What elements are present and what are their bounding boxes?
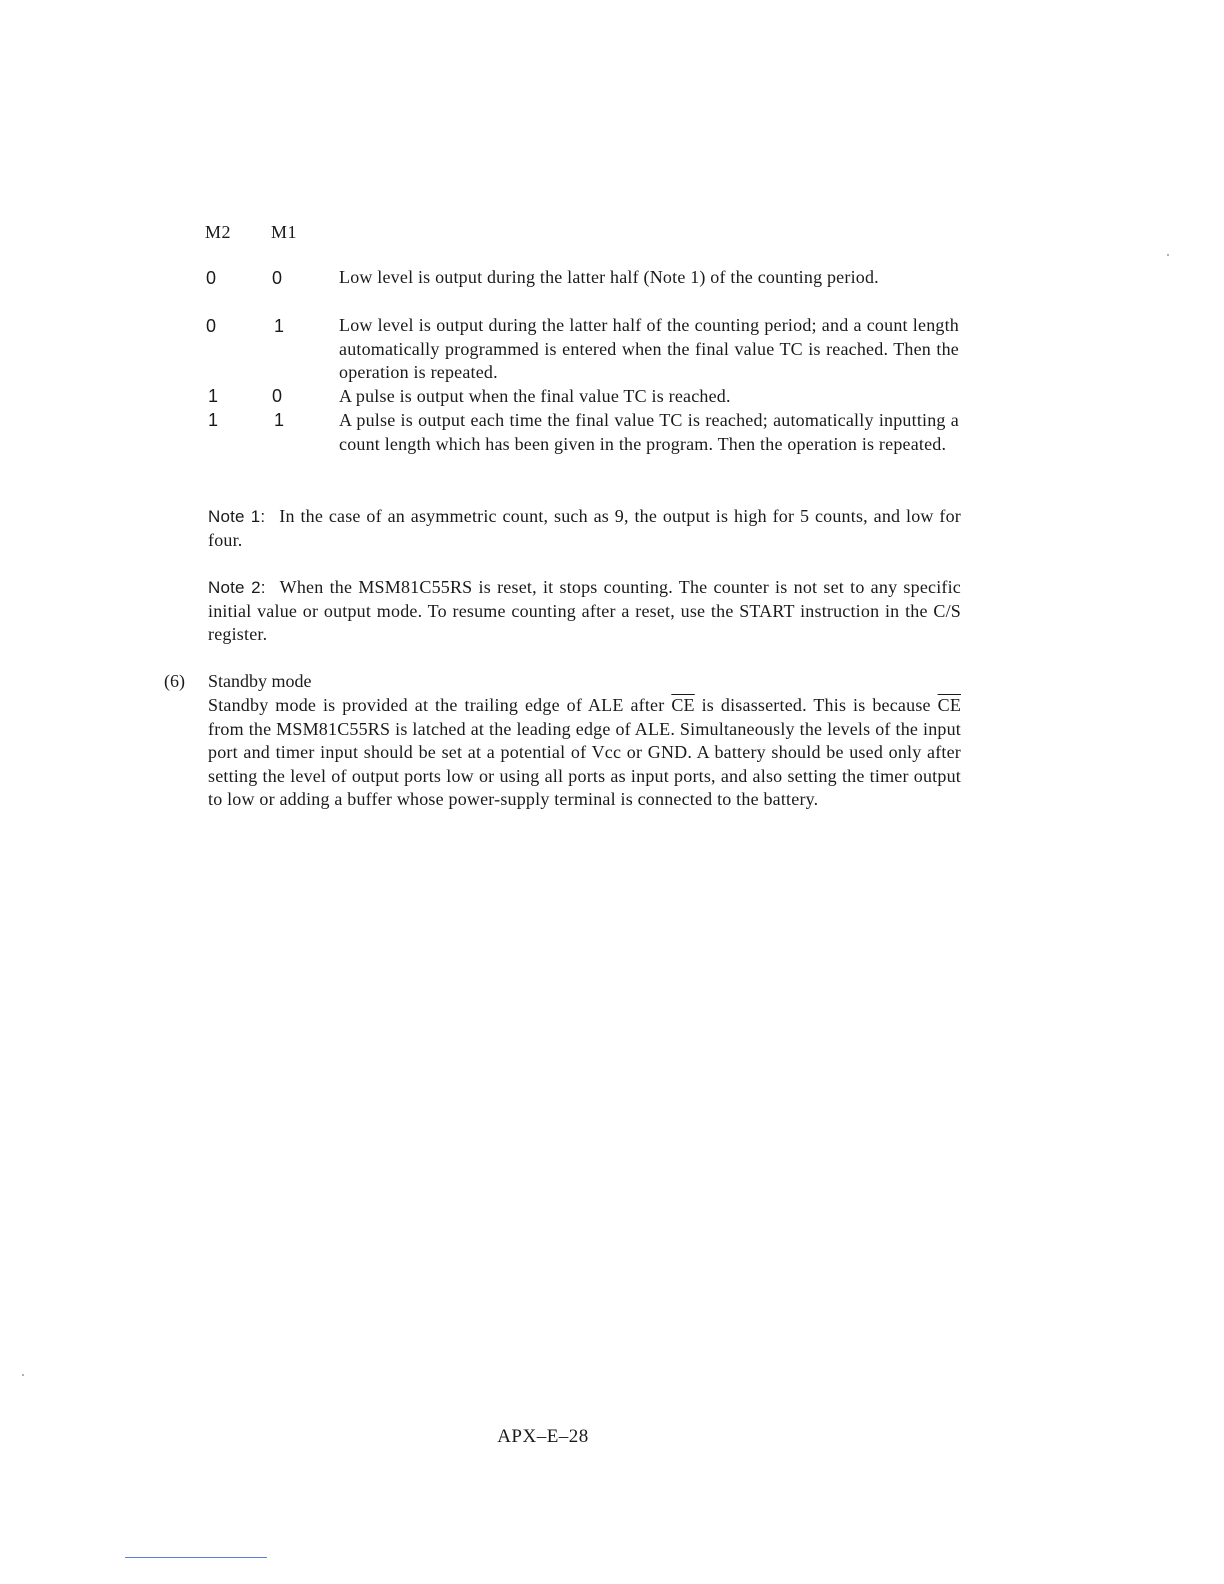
ce-signal-1: $\overline{CE}$ — [671, 695, 695, 715]
row-4-m1: 1 — [274, 410, 285, 430]
section-body-text-3: from the MSM81C55RS is latched at the leading edge of ALE. Simultaneously the levels of the input port and timer input should be set at a potential of Vcc or GND. A battery should be used only after setting the level of output ports low or using all ports as input ports, and also setting the timer output to low or adding a buffer whose power-supply terminal is connected to the battery. — [208, 718, 961, 810]
note-1-text: In the case of an asymmetric count, such as 9, the output is high for 5 counts, and low for four. — [208, 506, 961, 550]
scan-rule-line — [125, 1557, 267, 1558]
row-3-description: A pulse is output when the final value TC is reached. — [339, 386, 731, 406]
section-title: Standby mode — [208, 671, 312, 691]
row-1-m2: 0 — [206, 268, 217, 288]
scan-speck — [22, 1374, 24, 1376]
note-1 — [208, 505, 961, 552]
row-4-description: A pulse is output each time the final value TC is reached; automatically inputting a count length which has been given in the program. Then the operation is repeated. — [339, 410, 959, 454]
scan-speck — [1167, 254, 1169, 256]
row-3-m1: 0 — [272, 386, 283, 406]
row-1-description: Low level is output during the latter half (Note 1) of the counting period. — [339, 267, 879, 287]
ce-signal-2: $\overline{CE}$ — [937, 695, 962, 715]
row-3-m2: 1 — [208, 386, 219, 406]
note-2 — [208, 576, 961, 647]
row-2-m2: 0 — [206, 316, 217, 336]
row-4-m2: 1 — [208, 410, 219, 430]
row-1-m1: 0 — [272, 268, 283, 288]
note-2-label: Note 2: — [208, 578, 266, 597]
note-2-text: When the MSM81C55RS is reset, it stops counting. The counter is not set to any specific initial value or output mode. To resume counting after a reset, use the START instruction in the C/S register. — [208, 577, 961, 644]
column-header-m2: M2 — [205, 222, 232, 242]
section-body-text-1: Standby mode is provided at the trailing edge of ALE after — [208, 695, 672, 715]
column-header-m1: M1 — [271, 222, 298, 242]
section-number: (6) — [164, 671, 185, 691]
row-2-description: Low level is output during the latter half of the counting period; and a count length automatically programmed is entered when the final value TC is reached. Then the operation is repeated. — [339, 315, 959, 383]
page-number: APX–E–28 — [497, 1426, 589, 1447]
note-1-label: Note 1: — [208, 507, 266, 526]
section-body — [208, 694, 961, 812]
row-2-m1: 1 — [274, 316, 285, 336]
section-body-text-2: is disasserted. This is because — [694, 695, 938, 715]
